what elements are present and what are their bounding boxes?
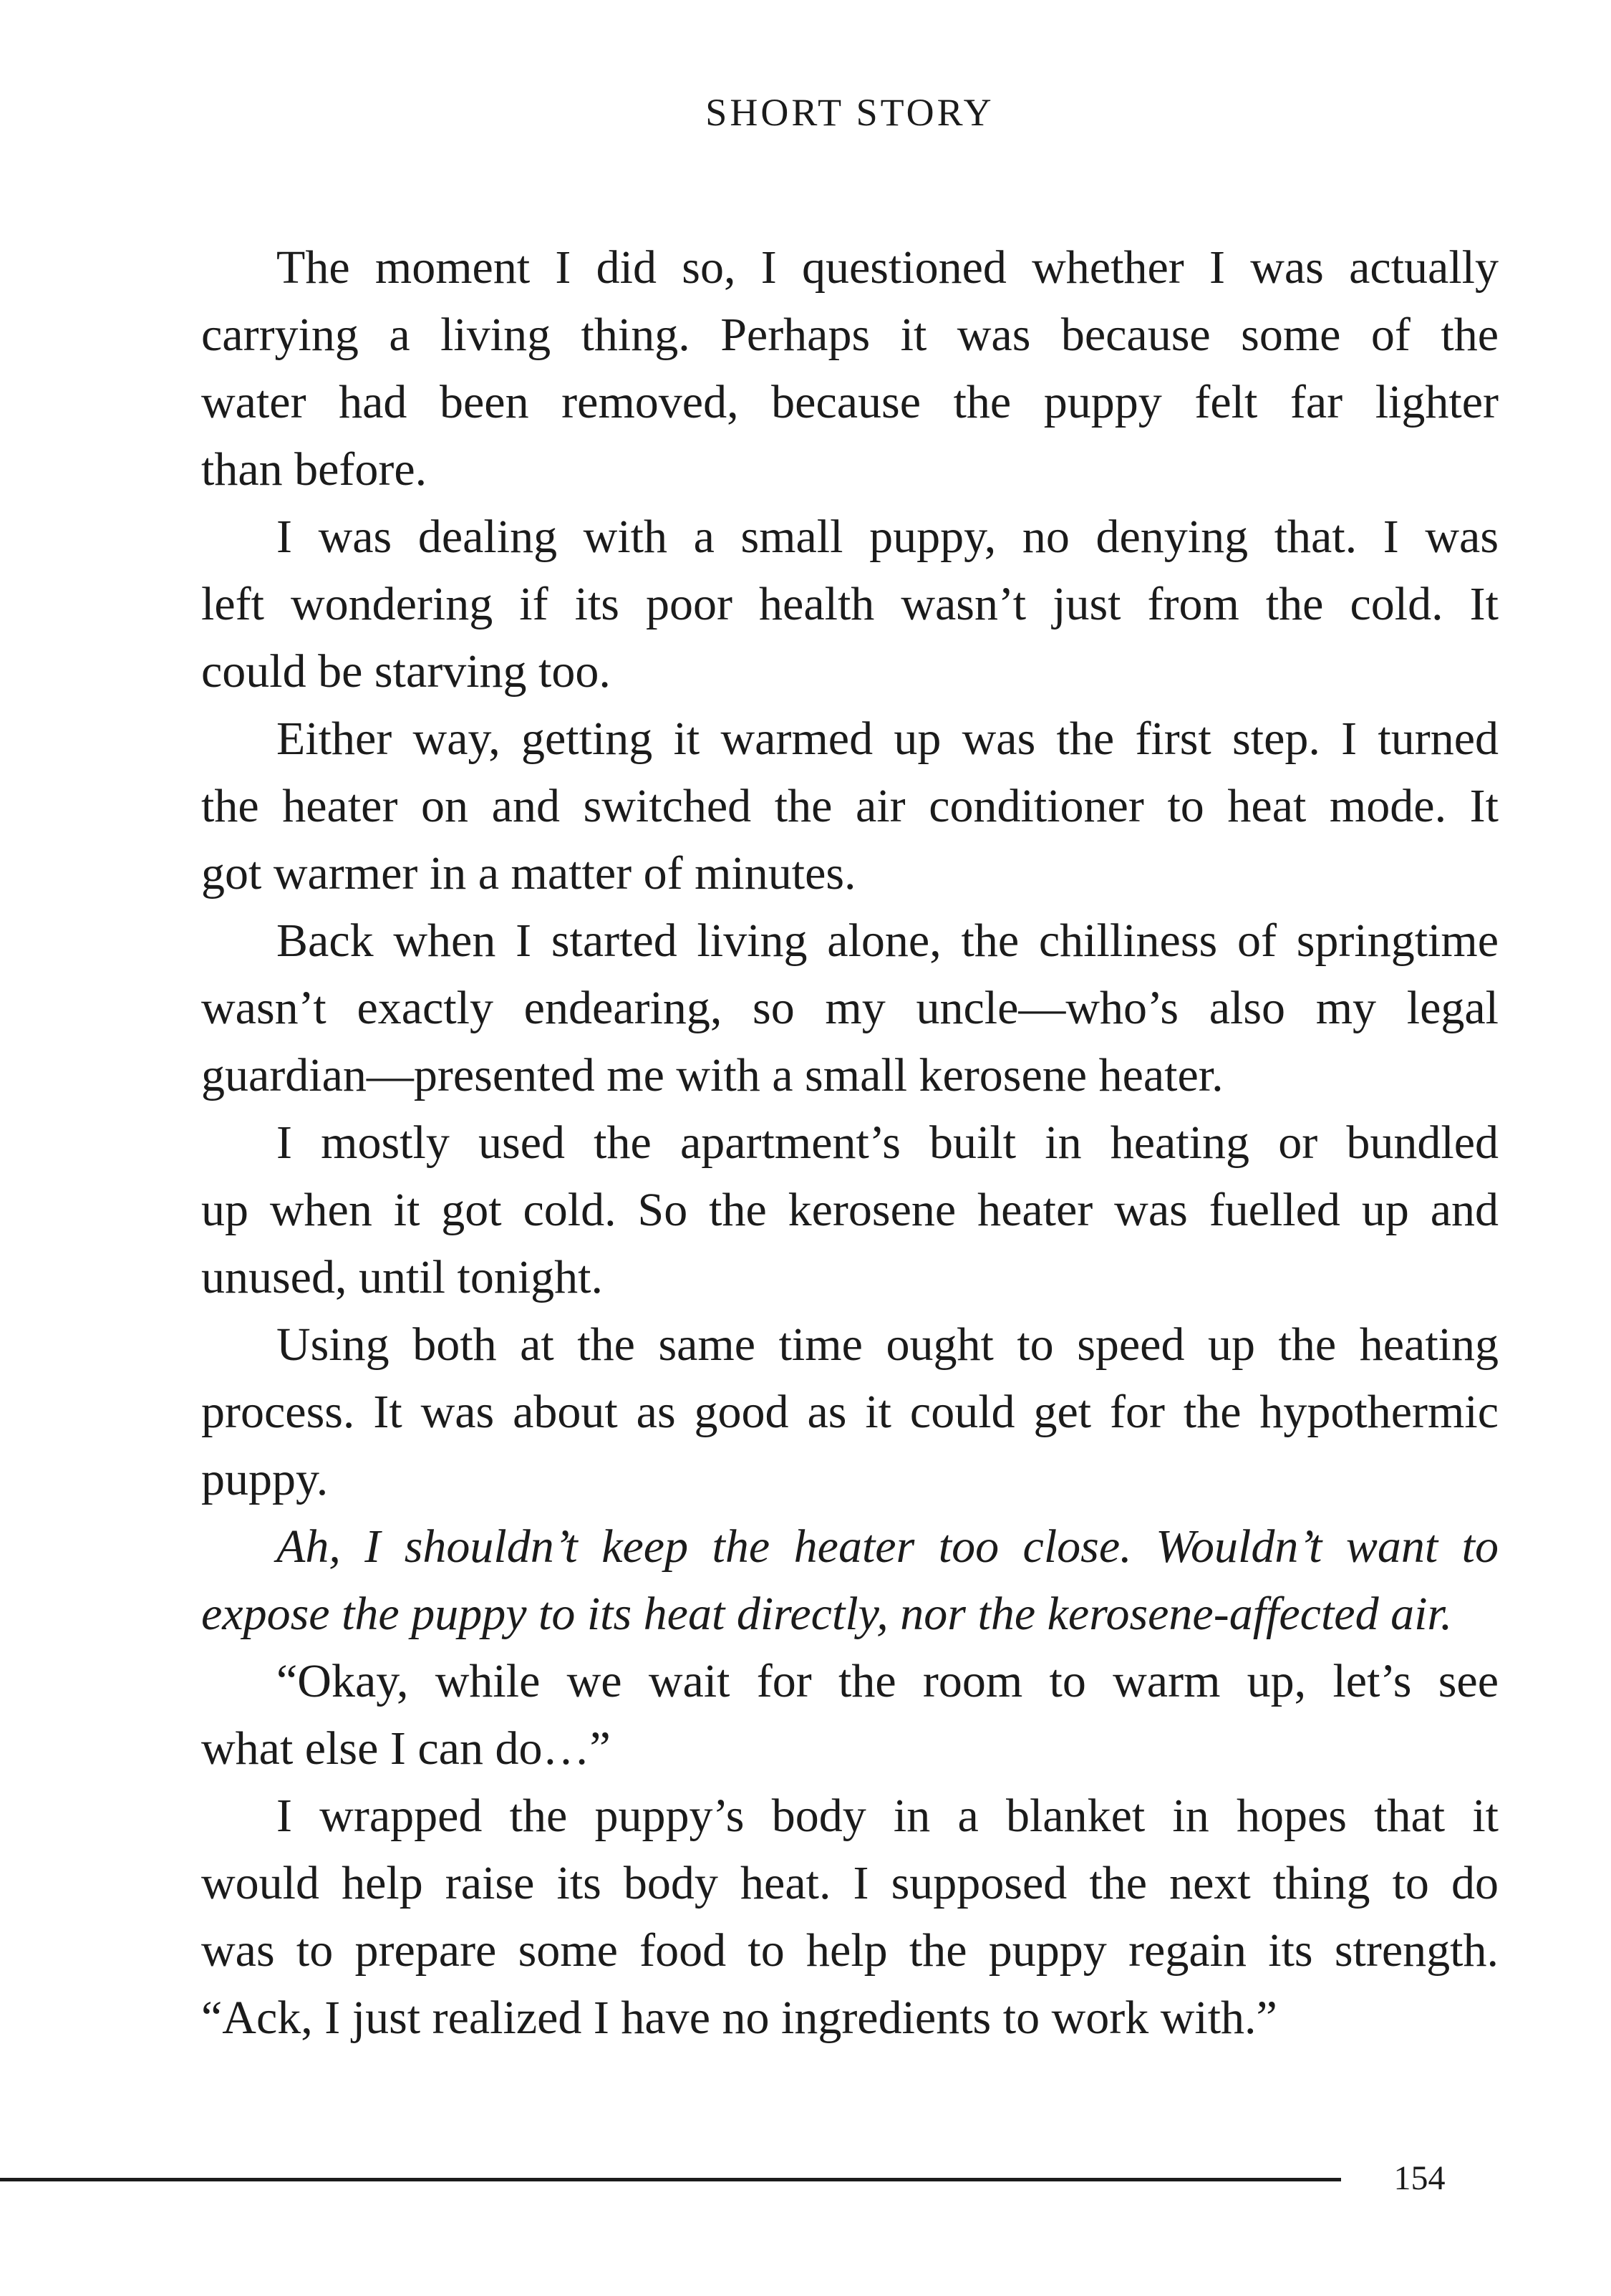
text-line: process. It was about as good as it could get for the hypothermic — [201, 1386, 1499, 1438]
text-line: “Okay, while we wait for the room to warm up, let’s see — [276, 1655, 1499, 1707]
text-line: the heater on and switched the air conditioner to heat mode. It — [201, 780, 1499, 832]
paragraph — [201, 1783, 1499, 2052]
paragraph — [201, 1109, 1499, 1311]
text-line: The moment I did so, I questioned whether I was actually — [276, 241, 1499, 294]
text-line: puppy. — [201, 1453, 329, 1505]
text-line: Either way, getting it warmed up was the first step. I turned — [276, 713, 1499, 765]
text-line: I wrapped the puppy’s body in a blanket in hopes that it — [276, 1790, 1499, 1842]
paragraph — [201, 503, 1499, 705]
text-line: what else I can do…” — [201, 1722, 611, 1775]
text-line: expose the puppy to its heat directly, nor the kerosene-affected air. — [201, 1588, 1453, 1640]
footer-rule — [0, 2178, 1341, 2181]
paragraph — [201, 1513, 1499, 1648]
text-line: Ah, I shouldn’t keep the heater too close. Wouldn’t want to — [276, 1520, 1499, 1573]
text-line: wasn’t exactly endearing, so my uncle—who’s also my legal — [201, 982, 1499, 1034]
story-text-block — [201, 234, 1499, 2052]
paragraph — [201, 234, 1499, 503]
text-line: guardian—presented me with a small kerosene heater. — [201, 1049, 1224, 1101]
text-line: I mostly used the apartment’s built in heating or bundled — [276, 1116, 1499, 1169]
text-line: unused, until tonight. — [201, 1251, 603, 1303]
running-header: SHORT STORY — [705, 91, 995, 134]
paragraph — [201, 1311, 1499, 1513]
text-line: than before. — [201, 443, 427, 496]
text-line: water had been removed, because the puppy felt far lighter — [201, 376, 1499, 428]
page-number: 154 — [1393, 2159, 1446, 2197]
paragraph — [201, 1648, 1499, 1783]
text-line: could be starving too. — [201, 645, 611, 698]
text-line: Using both at the same time ought to speed up the heating — [276, 1318, 1499, 1371]
paragraph — [201, 705, 1499, 907]
text-line: was to prepare some food to help the puppy regain its strength. — [201, 1924, 1499, 1977]
text-line: left wondering if its poor health wasn’t just from the cold. It — [201, 578, 1499, 630]
text-line: “Ack, I just realized I have no ingredients to work with.” — [201, 1992, 1277, 2044]
text-line: I was dealing with a small puppy, no denying that. I was — [276, 511, 1499, 563]
text-line: would help raise its body heat. I supposed the next thing to do — [201, 1857, 1499, 1909]
text-line: Back when I started living alone, the chilliness of springtime — [276, 915, 1499, 967]
text-line: carrying a living thing. Perhaps it was because some of the — [201, 309, 1499, 361]
paragraph — [201, 907, 1499, 1109]
text-line: got warmer in a matter of minutes. — [201, 847, 856, 899]
text-line: up when it got cold. So the kerosene heater was fuelled up and — [201, 1184, 1499, 1236]
